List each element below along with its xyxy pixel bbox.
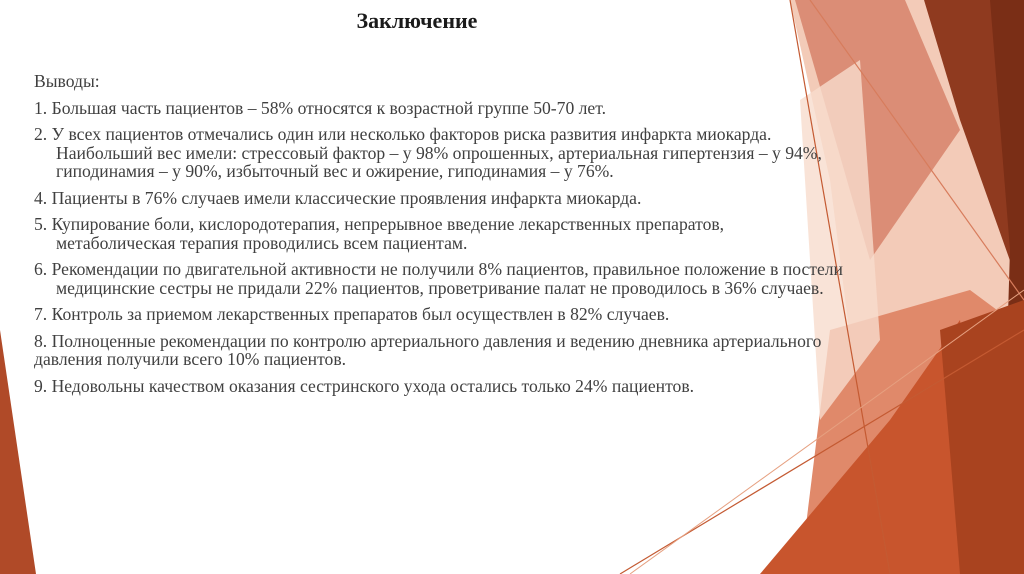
conclusion-item-1: 1. Большая часть пациентов – 58% относятся к возрастной группе 50-70 лет. [34, 97, 607, 118]
conclusion-item-7: 7. Контроль за приемом лекарственных препаратов был осуществлен в 82% случаев. [34, 304, 670, 324]
conclusion-item-9: 9. Недовольны качеством оказания сестринского ухода остались только 24% пациентов. [34, 375, 695, 396]
slide-title: Заключение [356, 8, 478, 33]
conclusions-heading: Выводы: [34, 71, 100, 91]
conclusion-item-4: 4. Пациенты в 76% случаев имели классические проявления инфаркта миокарда. [34, 187, 642, 208]
conclusion-item-6: 6. Рекомендации по двигательной активности не получили 8% пациентов, правильное положение в постели медицинские сестры не придали 22% пациентов, проветривание палат не проводилось в 36% случаев. [34, 259, 843, 298]
conclusions-list [34, 72, 844, 403]
conclusion-item-5: 5. Купирование боли, кислородотерапия, непрерывное введение лекарственных препаратов, метаболическая терапия проводились всем пациентам. [34, 214, 725, 253]
conclusion-item-8: 8. Полноценные рекомендации по контролю артериального давления и ведению дневника артериального давления получили всего 10% пациентов. [34, 330, 822, 369]
bg-shape-left-wedge [0, 330, 36, 574]
conclusion-item-2: 2. У всех пациентов отмечались один или несколько факторов риска развития инфаркта миокарда. Наибольший вес имели: стрессовый фактор – у 98% опрошенных, артериальная гипертензия – у 94%, гиподинамия – у 90%, избыточный вес и ожирение, гиподинамия – у 76%. [34, 124, 822, 181]
